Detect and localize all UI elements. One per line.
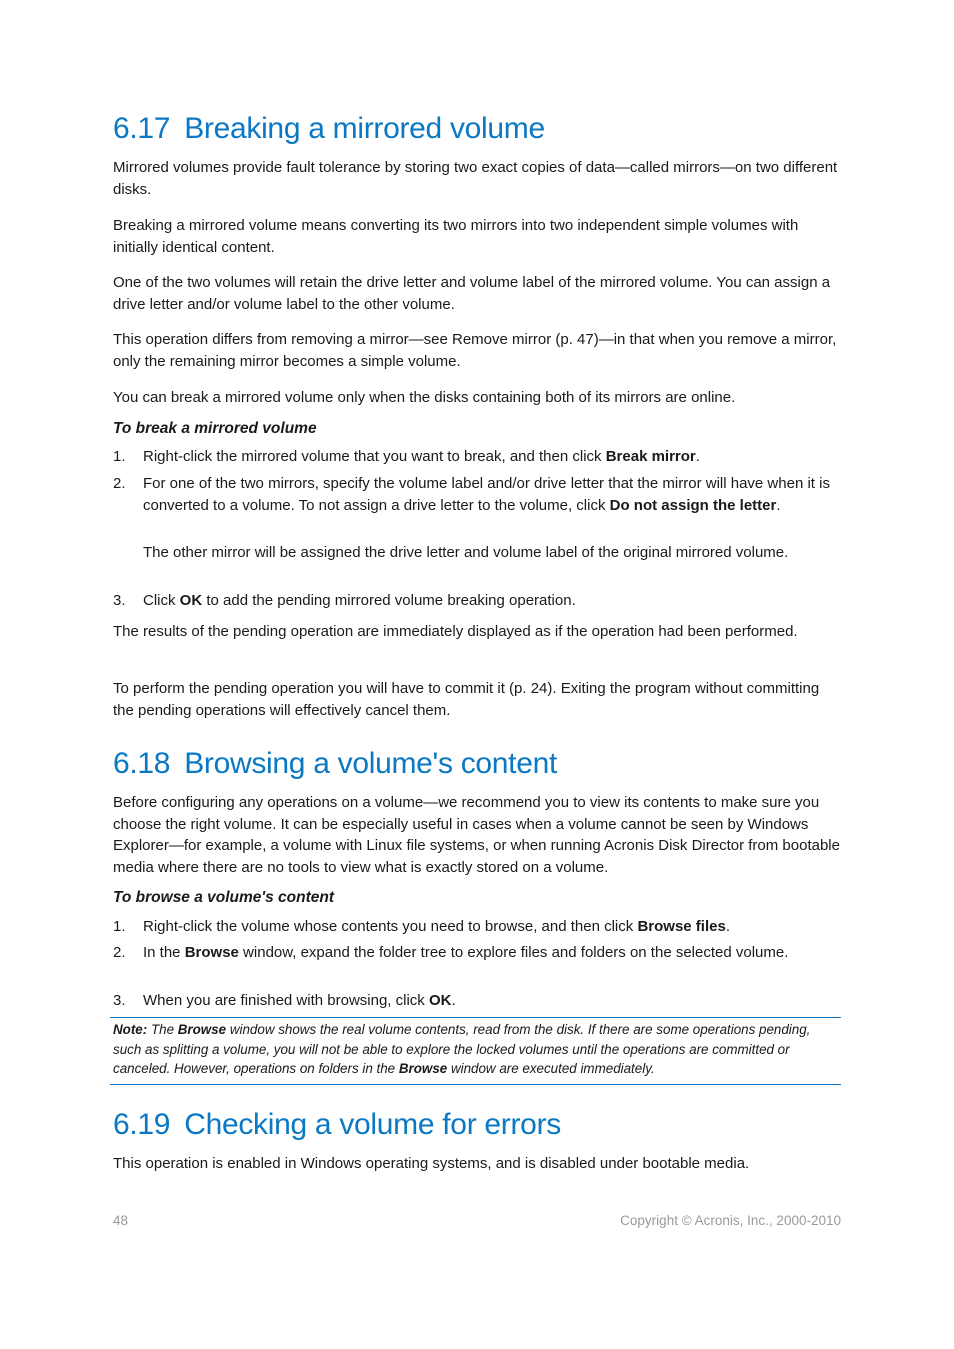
list-number: 2. (113, 944, 126, 961)
step-text: . (451, 992, 456, 1009)
step-text: . (725, 918, 730, 935)
paragraph: To perform the pending operation you will have to commit it (p. 24). Exiting the program without committing the pending operations will effectively cancel them. (113, 680, 820, 719)
list-item (113, 942, 841, 964)
paragraph: Breaking a mirrored volume means converting its two mirrors into two independent simple volumes with initially identical content. (113, 217, 799, 256)
procedure-title: To break a mirrored volume (113, 420, 317, 437)
ui-term: OK (179, 592, 203, 609)
step-text: Right-click the mirrored volume that you want to break, and then click (143, 448, 606, 465)
ui-term: Browse (184, 944, 239, 961)
paragraph: One of the two volumes will retain the drive letter and volume label of the mirrored volume. You can assign a drive letter and/or volume label to the other volume. (113, 274, 831, 313)
paragraph: Before configuring any operations on a volume—we recommend you to view its contents to make sure you choose the right volume. It can be especially useful in cases when a volume cannot be seen by Windows Explorer—for example, a volume with Linux file systems, or when running Acronis Disk Director from bootable media where there are no tools to view what is exactly stored on a volume. (113, 794, 840, 876)
step-text: . (776, 496, 781, 514)
list-number: 3. (113, 992, 126, 1009)
list-item (113, 446, 841, 468)
procedure-title: To browse a volume's content (113, 889, 335, 906)
ui-term: Browse (398, 1061, 448, 1076)
section-title: Browsing a volume's content (184, 747, 558, 780)
ui-term: Do not assign the letter (609, 496, 777, 514)
list-number: 3. (113, 592, 126, 609)
step-text: When you are finished with browsing, click (143, 992, 429, 1009)
ui-term: Break mirror (605, 448, 696, 465)
page-number: 48 (113, 1213, 129, 1228)
step-text: . (695, 448, 700, 465)
paragraph: This operation is enabled in Windows operating systems, and is disabled under bootable media. (113, 1155, 750, 1172)
list-item (113, 916, 841, 938)
list-number: 1. (113, 448, 126, 465)
section-heading-6-19 (113, 1108, 561, 1142)
list-item (113, 473, 841, 516)
step-text: For one of the two mirrors, specify the volume label and/or drive letter that the mirror will have when it is converted to a volume. To not assign a drive letter to the volume, click (143, 475, 830, 514)
section-title: Breaking a mirrored volume (184, 112, 545, 145)
list-number: 2. (113, 475, 126, 492)
note-part: window are executed immediately. (447, 1061, 655, 1076)
list-number: 1. (113, 918, 126, 935)
step-note: The other mirror will be assigned the drive letter and volume label of the original mirrored volume. (143, 544, 789, 561)
copyright: Copyright © Acronis, Inc., 2000-2010 (620, 1213, 841, 1228)
step-text: window, expand the folder tree to explore files and folders on the selected volume. (238, 944, 789, 961)
list-item (113, 990, 841, 1012)
note-text (113, 1020, 838, 1079)
section-heading-6-17 (113, 112, 545, 146)
section-number: 6.19 (113, 1108, 171, 1141)
paragraph: You can break a mirrored volume only when the disks containing both of its mirrors are online. (113, 389, 736, 406)
paragraph: The results of the pending operation are immediately displayed as if the operation had been performed. (113, 623, 798, 640)
step-text: In the (143, 944, 185, 961)
step-text: Right-click the volume whose contents you need to browse, and then click (143, 918, 638, 935)
ui-term: Browse (177, 1022, 227, 1037)
section-number: 6.17 (113, 112, 171, 145)
section-heading-6-18 (113, 747, 557, 781)
note-part: window shows the real volume contents, read from the disk. If there are some operations pending, such as splitting a volume, you will not be able to explore the locked volumes until the operations are committed or canceled. However, operations on folders in the (113, 1022, 811, 1076)
section-number: 6.18 (113, 747, 171, 780)
list-item (113, 590, 841, 612)
ui-term: OK (428, 992, 452, 1009)
step-text: Click (143, 592, 180, 609)
ui-term: Browse files (637, 918, 726, 935)
note-label: Note: (113, 1022, 148, 1037)
step-text: to add the pending mirrored volume breaking operation. (202, 592, 576, 609)
paragraph: Mirrored volumes provide fault tolerance by storing two exact copies of data—called mirrors—on two different disks. (113, 159, 838, 198)
section-title: Checking a volume for errors (184, 1108, 561, 1141)
note-box (110, 1017, 841, 1085)
paragraph: This operation differs from removing a mirror—see Remove mirror (p. 47)—in that when you remove a mirror, only the remaining mirror becomes a simple volume. (113, 331, 837, 370)
note-part: The (147, 1022, 178, 1037)
